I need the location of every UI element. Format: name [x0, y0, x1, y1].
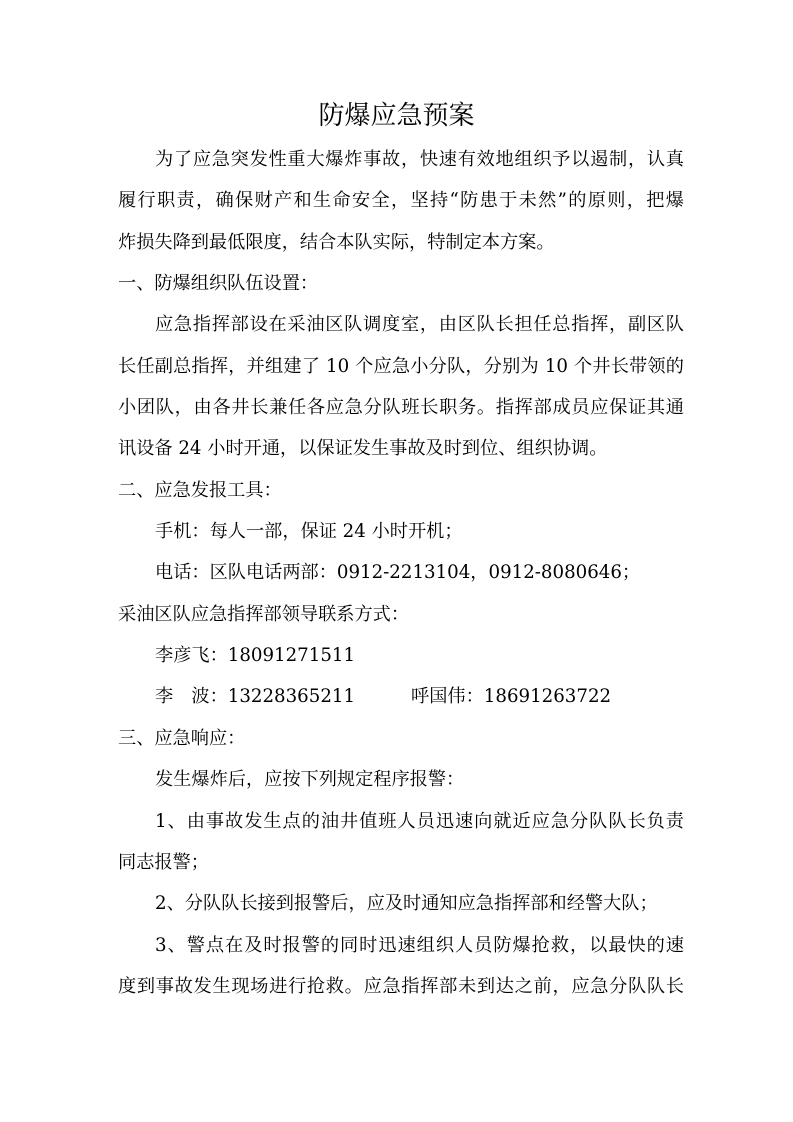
paragraph-line: 讯设备 24 小时开通，以保证发生事故及时到位、组织协调。 [118, 438, 608, 460]
contact-line: 李彦飞：18091271511 [155, 645, 356, 667]
document-body [118, 148, 684, 1016]
paragraph-line: 同志报警； [118, 851, 209, 873]
paragraph-line: 度到事故发生现场进行抢救。应急指挥部未到达之前，应急分队队长 [118, 975, 684, 997]
section-heading: 三、应急响应： [118, 727, 246, 749]
paragraph-line: 采油区队应急指挥部领导联系方式： [118, 603, 410, 625]
document-title: 防爆应急预案 [318, 101, 475, 131]
paragraph-line: 2、分队队长接到报警后，应及时通知应急指挥部和经警大队； [155, 893, 658, 915]
paragraph-line: 为了应急突发性重大爆炸事故，快速有效地组织予以遏制，认真 [155, 149, 684, 170]
paragraph-line: 电话：区队电话两部：0912-2213104，0912-8080646； [155, 562, 641, 584]
paragraph-line: 手机：每人一部，保证 24 小时开机； [155, 521, 463, 543]
paragraph-line: 履行职责，确保财产和生命安全，坚持“防患于未然”的原则，把爆 [118, 190, 684, 212]
paragraph-line: 小团队，由各井长兼任各应急分队班长职务。指挥部成员应保证其通 [118, 397, 684, 419]
paragraph-line: 应急指挥部设在采油区队调度室，由区队长担任总指挥，副区队 [155, 314, 684, 336]
section-heading: 一、防爆组织队伍设置： [118, 273, 319, 295]
contact-entry: 李 波：13228365211 [155, 686, 356, 708]
paragraph-line: 3、警点在及时报警的同时迅速组织人员防爆抢救，以最快的速 [155, 934, 684, 956]
paragraph-line: 炸损失降到最低限度，结合本队实际，特制定本方案。 [118, 231, 555, 253]
paragraph-line: 1、由事故发生点的油井值班人员迅速向就近应急分队队长负责 [155, 810, 684, 832]
contact-entry: 呼国伟：18691263722 [411, 686, 612, 708]
contact-line [118, 685, 684, 726]
paragraph-line: 长任副总指挥，并组建了 10 个应急小分队，分别为 10 个井长带领的 [118, 355, 684, 377]
section-heading: 二、应急发报工具： [118, 479, 282, 501]
paragraph-line: 发生爆炸后，应按下列规定程序报警： [155, 769, 465, 791]
